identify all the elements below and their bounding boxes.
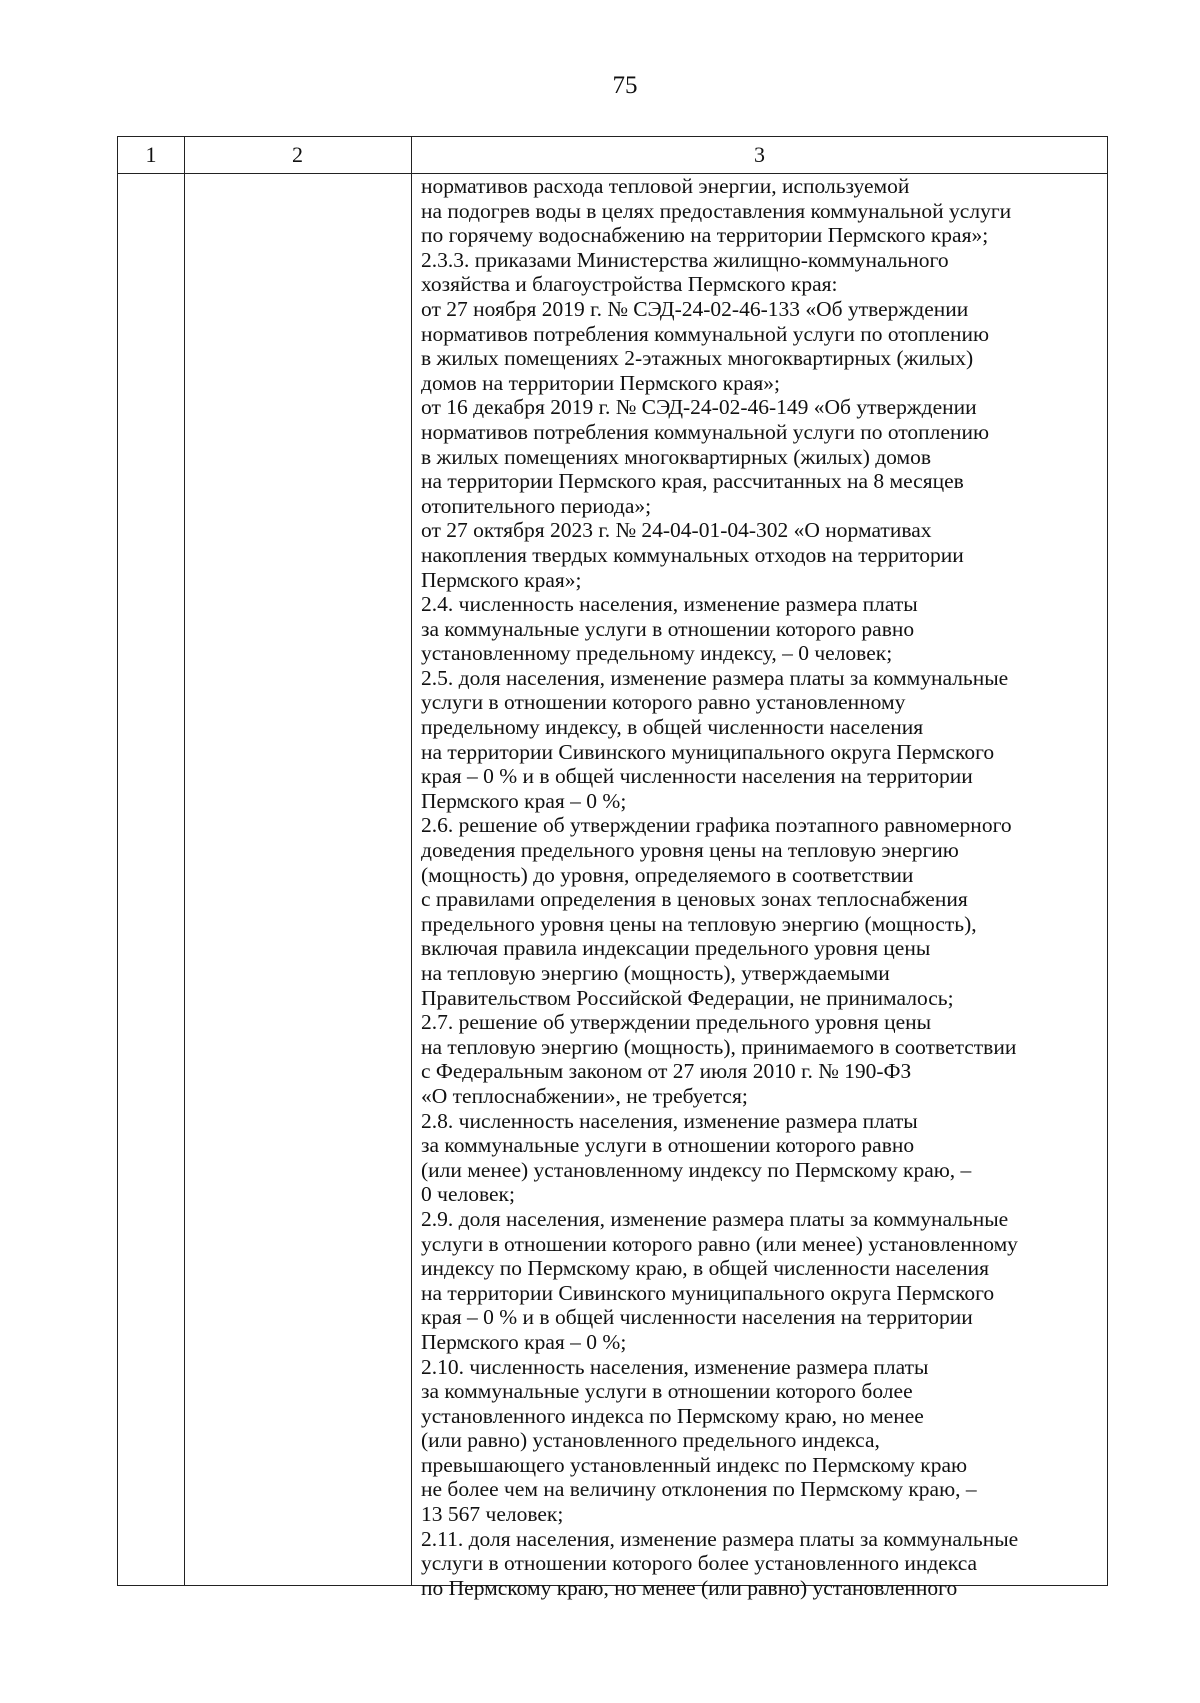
text-line: на тепловую энергию (мощность), принимаемого в соответствии [421, 1034, 1017, 1059]
text-line: (или равно) установленного предельного индекса, [421, 1428, 880, 1453]
text-line: Правительством Российской Федерации, не принималось; [421, 985, 954, 1010]
text-line: нормативов потребления коммунальной услуги по отоплению [421, 321, 990, 346]
text-line: Пермского края – 0 %; [421, 1329, 627, 1354]
text-line: превышающего установленный индекс по Пермскому краю [421, 1452, 968, 1477]
text-line: на тепловую энергию (мощность), утверждаемыми [421, 961, 890, 985]
text-line: 2.3.3. приказами Министерства жилищно-коммунального [421, 247, 949, 272]
text-line: 2.11. доля населения, изменение размера платы за коммунальные [421, 1526, 1019, 1551]
text-line: отопительного периода»; [421, 493, 652, 518]
text-line: (мощность) до уровня, определяемого в соответствии [421, 862, 914, 887]
text-line: услуги в отношении которого равно установленному [421, 690, 906, 715]
text-line: предельному индексу, в общей численности населения [421, 715, 924, 740]
text-line: установленного индекса по Пермскому краю, но менее [421, 1403, 924, 1428]
text-line: «О теплоснабжении», не требуется; [421, 1083, 748, 1108]
text-line: нормативов потребления коммунальной услуги по отоплению [421, 419, 990, 444]
text-line: 0 человек; [421, 1182, 515, 1207]
text-line: предельного уровня цены на тепловую энергию (мощность), [421, 911, 977, 936]
text-line: по горячему водоснабжению на территории Пермского края»; [421, 223, 989, 248]
text-line: услуги в отношении которого равно (или менее) установленному [421, 1231, 1018, 1256]
text-line: хозяйства и благоустройства Пермского края: [421, 272, 838, 297]
text-line: от 27 ноября 2019 г. № СЭД-24-02-46-133 «Об утверждении [421, 296, 969, 321]
text-line: с правилами определения в ценовых зонах теплоснабжения [421, 887, 968, 912]
text-line: за коммунальные услуги в отношении которого более [421, 1379, 913, 1404]
text-line: 2.8. численность населения, изменение размера платы [421, 1108, 918, 1133]
text-line: доведения предельного уровня цены на тепловую энергию [421, 838, 959, 863]
text-line: за коммунальные услуги в отношении которого равно [421, 616, 915, 641]
text-line: на территории Сивинского муниципального округа Пермского [421, 1280, 995, 1305]
column-divider-2 [411, 137, 412, 1585]
text-line: 13 567 человек; [421, 1502, 564, 1527]
text-line: индексу по Пермскому краю, в общей численности населения [421, 1256, 990, 1281]
text-line: Пермского края»; [421, 567, 582, 592]
text-line: по Пермскому краю, но менее (или равно) установленного [421, 1575, 958, 1600]
text-line: от 27 октября 2023 г. № 24-04-01-04-302 «О нормативах [421, 518, 932, 543]
text-line: 2.9. доля населения, изменение размера платы за коммунальные [421, 1206, 1009, 1231]
text-line: включая правила индексации предельного уровня цены [421, 936, 931, 961]
text-line: на территории Сивинского муниципального округа Пермского [421, 739, 995, 764]
text-line: за коммунальные услуги в отношении которого равно [421, 1133, 915, 1158]
text-line: (или менее) установленному индексу по Пермскому краю, – [421, 1157, 972, 1182]
column-header-2: 2 [292, 142, 303, 167]
text-line: не более чем на величину отклонения по Пермскому краю, – [421, 1477, 977, 1502]
column-header-3: 3 [754, 142, 765, 167]
text-line: 2.5. доля населения, изменение размера платы за коммунальные [421, 665, 1009, 690]
column-divider-1 [184, 137, 185, 1585]
text-line: на территории Пермского края, рассчитанных на 8 месяцев [421, 469, 964, 494]
column-3-text [421, 174, 1111, 1600]
text-line: в жилых помещениях многоквартирных (жилых) домов [421, 444, 932, 469]
text-line: накопления твердых коммунальных отходов на территории [421, 542, 964, 567]
text-line: домов на территории Пермского края»; [421, 370, 781, 395]
text-line: 2.6. решение об утверждении графика поэтапного равномерного [421, 813, 1012, 838]
text-line: с Федеральным законом от 27 июля 2010 г. № 190-ФЗ [421, 1059, 912, 1084]
text-line: установленному предельному индексу, – 0 человек; [421, 641, 893, 666]
text-line: нормативов расхода тепловой энергии, используемой [421, 174, 910, 198]
page-number: 75 [612, 72, 638, 99]
column-header-1: 1 [145, 142, 157, 167]
text-line: 2.10. численность населения, изменение размера платы [421, 1354, 929, 1379]
text-line: Пермского края – 0 %; [421, 788, 627, 813]
text-line: на подогрев воды в целях предоставления коммунальной услуги [421, 198, 1012, 223]
text-line: от 16 декабря 2019 г. № СЭД-24-02-46-149 «Об утверждении [421, 395, 977, 420]
text-line: услуги в отношении которого более установленного индекса [421, 1551, 978, 1576]
text-line: края – 0 % и в общей численности населения на территории [421, 764, 973, 789]
text-line: 2.7. решение об утверждении предельного уровня цены [421, 1010, 932, 1035]
text-line: края – 0 % и в общей численности населения на территории [421, 1305, 973, 1330]
text-line: в жилых помещениях 2-этажных многоквартирных (жилых) [421, 346, 974, 371]
text-line: 2.4. численность населения, изменение размера платы [421, 592, 918, 617]
document-table [117, 136, 1108, 1600]
